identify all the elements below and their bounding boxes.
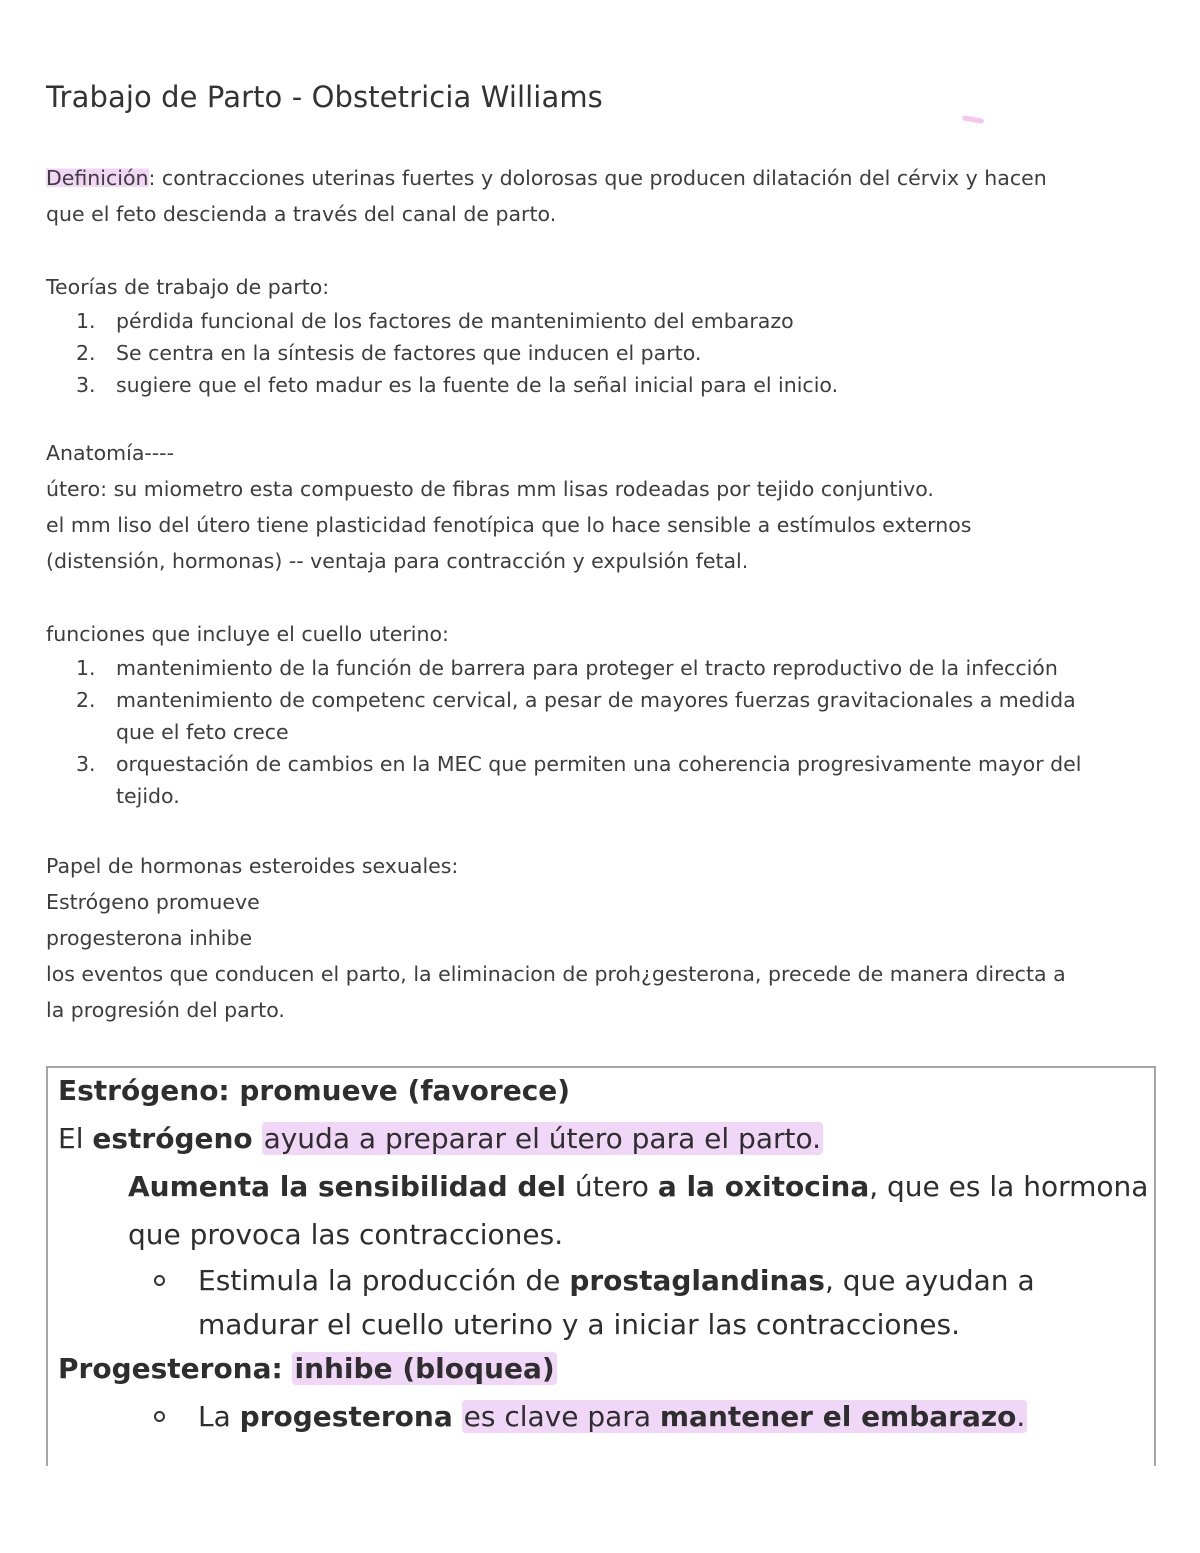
list-item-text: Se centra en la síntesis de factores que inducen el parto.: [116, 341, 702, 365]
anatomy-line-1: útero: su miometro esta compuesto de fibras mm lisas rodeadas por tejido conjuntivo.: [46, 477, 934, 501]
text-span: [453, 1400, 462, 1433]
anatomy-section: [46, 435, 1156, 579]
text-span: .: [1016, 1400, 1026, 1433]
page-title: Trabajo de Parto - Obstetricia Williams: [46, 80, 603, 114]
oxytocin-line: [128, 1170, 1148, 1203]
definition-label: Definición: [46, 166, 149, 190]
prostaglandin-line: [198, 1264, 1035, 1297]
list-number: 1.: [76, 309, 96, 333]
list-item-text: pérdida funcional de los factores de mantenimiento del embarazo: [116, 309, 794, 333]
definition-line-1: [46, 160, 1156, 196]
highlighted-text: inhibe (bloquea): [294, 1352, 555, 1385]
anatomy-line-2: el mm liso del útero tiene plasticidad fenotípica que lo hace sensible a estímulos externos: [46, 513, 972, 537]
text-span: Estimula la producción de: [198, 1264, 570, 1297]
hormones-section: [46, 848, 1156, 1028]
anatomy-line-3: (distensión, hormonas) -- ventaja para contracción y expulsión fetal.: [46, 549, 749, 573]
text-span: es clave para: [463, 1400, 660, 1433]
cervix-section: [46, 616, 1156, 812]
list-number: 2.: [76, 688, 96, 712]
text-bold: Progesterona:: [58, 1352, 293, 1385]
list-item: [46, 652, 1156, 684]
list-item-text-cont: tejido.: [116, 784, 180, 808]
text-bold: Aumenta la sensibilidad del: [128, 1170, 567, 1203]
highlighted-text: [462, 1400, 1028, 1433]
highlighter-mark: [962, 115, 985, 124]
list-item: [46, 305, 1156, 337]
progesterone-heading: [58, 1352, 557, 1385]
theories-section: [46, 269, 1156, 401]
list-item-text: mantenimiento de la función de barrera para proteger el tracto reproductivo de la infección: [116, 656, 1058, 680]
list-item: [46, 684, 1156, 748]
text-span: , que es la hormona: [869, 1170, 1149, 1203]
list-item-text: mantenimiento de competenc cervical, a pesar de mayores fuerzas gravitacionales a medida: [116, 688, 1076, 712]
definition-text: : contracciones uterinas fuertes y dolorosas que producen dilatación del cérvix y hacen: [148, 166, 1047, 190]
text-bold: prostaglandinas: [569, 1264, 825, 1297]
list-item: [46, 369, 1156, 401]
list-number: 3.: [76, 752, 96, 776]
estrogen-line: [58, 1122, 823, 1155]
text-span: [253, 1122, 262, 1155]
bullet-circle-icon: [154, 1411, 165, 1422]
definition-line-2: que el feto descienda a través del canal de parto.: [46, 202, 557, 226]
text-span: El: [58, 1122, 93, 1155]
hormone-notes-box: [46, 1066, 1156, 1466]
cervix-maturation-line: madurar el cuello uterino y a iniciar las contracciones.: [198, 1308, 961, 1341]
text-bold: progesterona: [239, 1400, 453, 1433]
list-number: 1.: [76, 656, 96, 680]
progesterone-line: [198, 1400, 1027, 1433]
list-item: [46, 337, 1156, 369]
estrogen-heading: Estrógeno: promueve (favorece): [58, 1074, 571, 1107]
hormones-line-1: Estrógeno promueve: [46, 890, 260, 914]
theories-list: [46, 305, 1156, 401]
contractions-line: que provoca las contracciones.: [128, 1218, 564, 1251]
anatomy-heading: Anatomía----: [46, 441, 174, 465]
list-item-text: sugiere que el feto madur es la fuente de la señal inicial para el inicio.: [116, 373, 839, 397]
list-item: [46, 748, 1156, 812]
list-item-text: orquestación de cambios en la MEC que permiten una coherencia progresivamente mayor del: [116, 752, 1082, 776]
list-number: 2.: [76, 341, 96, 365]
hormones-heading: Papel de hormonas esteroides sexuales:: [46, 854, 459, 878]
hormones-line-3: los eventos que conducen el parto, la eliminacion de proh¿gesterona, precede de manera directa a: [46, 962, 1066, 986]
text-bold: a la oxitocina: [657, 1170, 870, 1203]
hormones-line-2: progesterona inhibe: [46, 926, 253, 950]
highlighted-text: ayuda a preparar el útero para el parto.: [263, 1122, 822, 1155]
cervix-list: [46, 652, 1156, 812]
text-bold: estrógeno: [92, 1122, 253, 1155]
text-span: , que ayudan a: [824, 1264, 1035, 1297]
text-span: útero: [566, 1170, 658, 1203]
theories-heading: Teorías de trabajo de parto:: [46, 275, 330, 299]
definition-section: [46, 160, 1156, 232]
list-number: 3.: [76, 373, 96, 397]
text-span: La: [198, 1400, 240, 1433]
hormones-line-4: la progresión del parto.: [46, 998, 285, 1022]
cervix-heading: funciones que incluye el cuello uterino:: [46, 622, 449, 646]
bullet-circle-icon: [154, 1275, 165, 1286]
list-item-text-cont: que el feto crece: [116, 720, 289, 744]
text-bold: mantener el embarazo: [659, 1400, 1017, 1433]
